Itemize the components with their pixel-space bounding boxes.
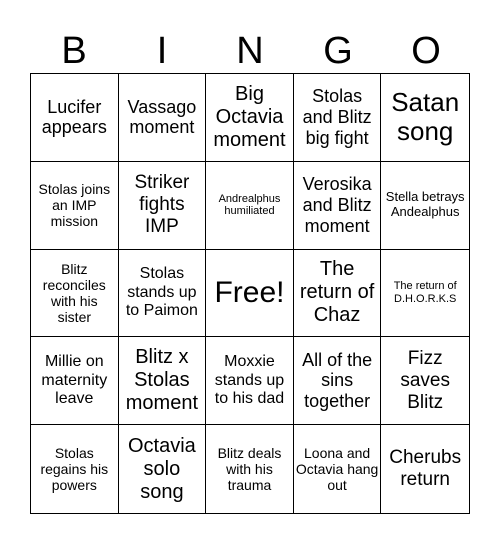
bingo-cell[interactable]: Striker fights IMP [119, 162, 207, 250]
bingo-cell[interactable]: Cherubs return [389, 447, 462, 491]
bingo-cell[interactable]: Stolas stands up to Paimon [119, 250, 207, 338]
free-space[interactable]: Free! [206, 250, 294, 338]
bingo-cell[interactable]: Millie on maternity leave [31, 337, 119, 425]
bingo-cell[interactable]: Blitz deals with his trauma [206, 425, 294, 513]
header-letter-g: G [323, 30, 353, 72]
bingo-cell[interactable]: Loona and Octavia hang out [294, 425, 382, 513]
bingo-cell[interactable]: The return of D.H.O.R.K.S [381, 250, 469, 338]
bingo-cell[interactable]: Stella betrays Andealphus [381, 162, 469, 250]
bingo-cell[interactable]: Moxxie stands up to his dad [206, 337, 294, 425]
bingo-header [30, 28, 470, 74]
bingo-cell[interactable]: The return of Chaz [294, 250, 382, 338]
bingo-cell[interactable]: Octavia solo song [119, 425, 207, 513]
bingo-cell[interactable]: Stolas and Blitz big fight [294, 74, 382, 162]
bingo-cell[interactable]: Blitz reconciles with his sister [31, 250, 119, 338]
bingo-cell[interactable]: Satan song [381, 74, 469, 162]
header-letter-b: B [61, 30, 87, 72]
bingo-cell[interactable]: Blitz x Stolas moment [119, 337, 207, 425]
bingo-cell[interactable]: Andrealphus humiliated [206, 162, 294, 250]
bingo-cell[interactable]: Fizz saves Blitz [381, 337, 469, 425]
header-letter-o: O [411, 30, 441, 72]
bingo-cell[interactable]: Vassago moment [119, 74, 207, 162]
header-letter-n: N [236, 30, 264, 72]
bingo-board [30, 73, 470, 514]
bingo-cell[interactable]: Big Octavia moment [206, 74, 294, 162]
bingo-cell[interactable]: Stolas regains his powers [31, 425, 119, 513]
header-letter-i: I [156, 30, 168, 72]
bingo-cell[interactable]: Verosika and Blitz moment [294, 162, 382, 250]
bingo-cell[interactable]: Lucifer appears [31, 74, 119, 162]
bingo-cell[interactable]: All of the sins together [294, 337, 382, 425]
bingo-cell[interactable]: Stolas joins an IMP mission [31, 162, 119, 250]
